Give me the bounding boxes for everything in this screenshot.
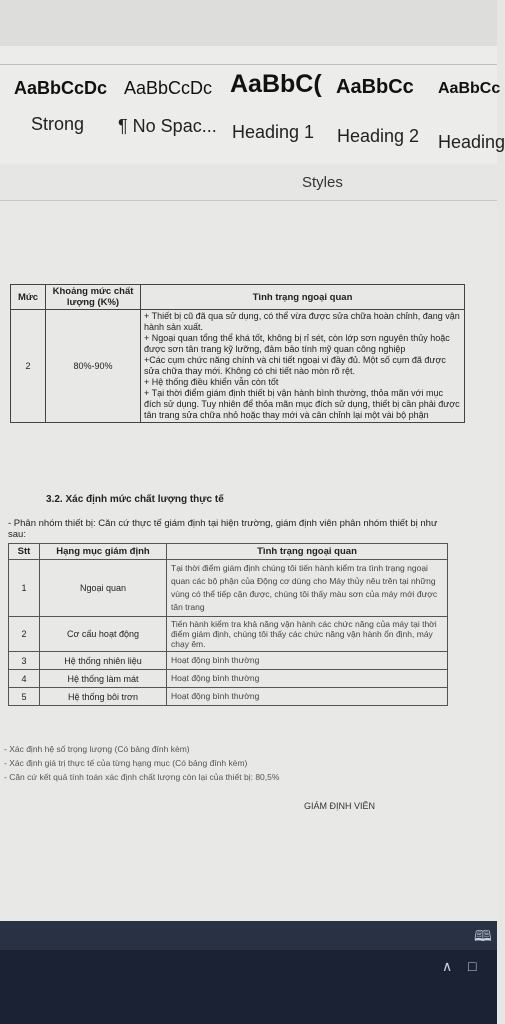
cell-stt: 5: [9, 688, 40, 706]
status-bar: [0, 921, 497, 950]
network-icon[interactable]: □: [468, 958, 477, 974]
style-preview: AaBbCcDc: [14, 78, 108, 98]
cell-range: 80%-90%: [46, 310, 141, 423]
chevron-up-icon[interactable]: ∧: [442, 958, 453, 974]
header-condition: Tình trạng ngoại quan: [167, 544, 448, 560]
cell-stt: 2: [9, 617, 40, 652]
title-bar: [0, 0, 497, 47]
cell-condition: Tiến hành kiểm tra khả năng vận hành các chức năng của máy tại thời điểm giám định, chúng tôi thấy các chức năng vận hành ổn định, máy chạy êm.: [167, 617, 448, 652]
style-heading[interactable]: [438, 78, 505, 152]
header-condition: Tình trạng ngoại quan: [141, 285, 465, 310]
table-header-row: [9, 544, 448, 560]
note-line: - Xác định giá trị thực tế của từng hạng mục (Có bảng đính kèm): [4, 758, 248, 768]
book-icon[interactable]: 🕮: [474, 928, 492, 945]
section-paragraph: - Phân nhóm thiết bị: Căn cứ thực tế giám định tại hiện trường, giám định viên phân nhóm thiết bị như sau:: [8, 518, 438, 540]
quality-level-table: [10, 284, 465, 423]
style-preview: AaBbCcDc: [124, 78, 213, 98]
style-preview: AaBbC(: [230, 70, 322, 98]
cell-condition: Hoạt động bình thường: [167, 652, 448, 670]
inspection-table: [8, 543, 448, 706]
cell-item: Ngoại quan: [40, 560, 167, 617]
cell-item: Hệ thống nhiên liệu: [40, 652, 167, 670]
style-preview: AaBbCc: [438, 80, 501, 97]
styles-group-label: Styles: [302, 174, 343, 191]
cell-condition: Hoạt động bình thường: [167, 670, 448, 688]
cell-stt: 3: [9, 652, 40, 670]
cell-condition: Tại thời điểm giám định chúng tôi tiến hành kiểm tra tình trạng ngoại quan các bộ phận của Động cơ dùng cho Máy thủy nêu trên tại những vùng có thể tiếp cận được, chúng tôi thấy màu sơn của máy mới được tân trang: [167, 560, 448, 617]
cell-level: 2: [11, 310, 46, 423]
section-heading: 3.2. Xác định mức chất lượng thực tế: [46, 494, 224, 505]
ribbon: [0, 46, 497, 164]
style-name: Heading 2: [337, 126, 420, 146]
cell-item: Hệ thống làm mát: [40, 670, 167, 688]
header-stt: Stt: [9, 544, 40, 560]
style-name: Strong: [31, 114, 85, 134]
cell-condition: [141, 310, 465, 423]
condition-line: + Hệ thống điều khiển vẫn còn tốt: [144, 377, 279, 387]
cell-item: Cơ cấu hoạt động: [40, 617, 167, 652]
condition-line: + Ngoại quan tổng thể khá tốt, không bị rỉ sét, còn lớp sơn nguyên thủy hoặc được sơn tân trang kỹ lưỡng, đảm bảo tính mỹ quan công nghiệp: [144, 333, 450, 354]
cell-stt: 1: [9, 560, 40, 617]
table-row: [9, 560, 448, 617]
header-level: Mức: [11, 285, 46, 310]
note-line: - Căn cứ kết quả tính toán xác định chất lượng còn lại của thiết bị: 80,5%: [4, 772, 280, 782]
taskbar: [0, 950, 497, 1024]
cell-stt: 4: [9, 670, 40, 688]
condition-line: +Các cụm chức năng chính và chi tiết ngoại vi đầy đủ. Một số cụm đã được sửa chữa thay mới. Không có chi tiết nào mòn rõ rệt.: [144, 355, 446, 376]
table-header-row: [11, 285, 465, 310]
style-name: ¶ No Spac...: [118, 116, 217, 136]
condition-line: + Tại thời điểm giám định thiết bị vận hành bình thường, thỏa mãn với mục đích sử dụng. Tuy nhiên để thỏa mãn mục đích sử dụng, thiết bị cần phải được tân trang sửa chữa nhỏ hoặc thay mới và cân chỉnh lại một vài bộ phận: [144, 388, 460, 420]
condition-line: + Thiết bị cũ đã qua sử dụng, có thể vừa được sửa chữa hoàn chỉnh, đang vận hành sản xuất.: [144, 311, 460, 332]
style-name: Heading 1: [232, 122, 315, 142]
note-line: - Xác định hệ số trọng lượng (Có bảng đính kèm): [4, 744, 190, 754]
table-row: [9, 617, 448, 652]
table-row: [9, 652, 448, 670]
notes-list: [4, 742, 279, 784]
table-row: [9, 670, 448, 688]
table-row: [9, 688, 448, 706]
cell-item: Hệ thống bôi trơn: [40, 688, 167, 706]
style-preview: AaBbCc: [336, 76, 414, 98]
signer-label: GIÁM ĐỊNH VIÊN: [304, 801, 376, 811]
header-range: Khoảng mức chất lượng (K%): [46, 285, 141, 310]
ribbon-divider: [0, 64, 497, 65]
cell-condition: Hoạt động bình thường: [167, 688, 448, 706]
style-name: Heading: [438, 132, 505, 152]
header-item: Hạng mục giám định: [40, 544, 167, 560]
table-row: [11, 310, 465, 423]
